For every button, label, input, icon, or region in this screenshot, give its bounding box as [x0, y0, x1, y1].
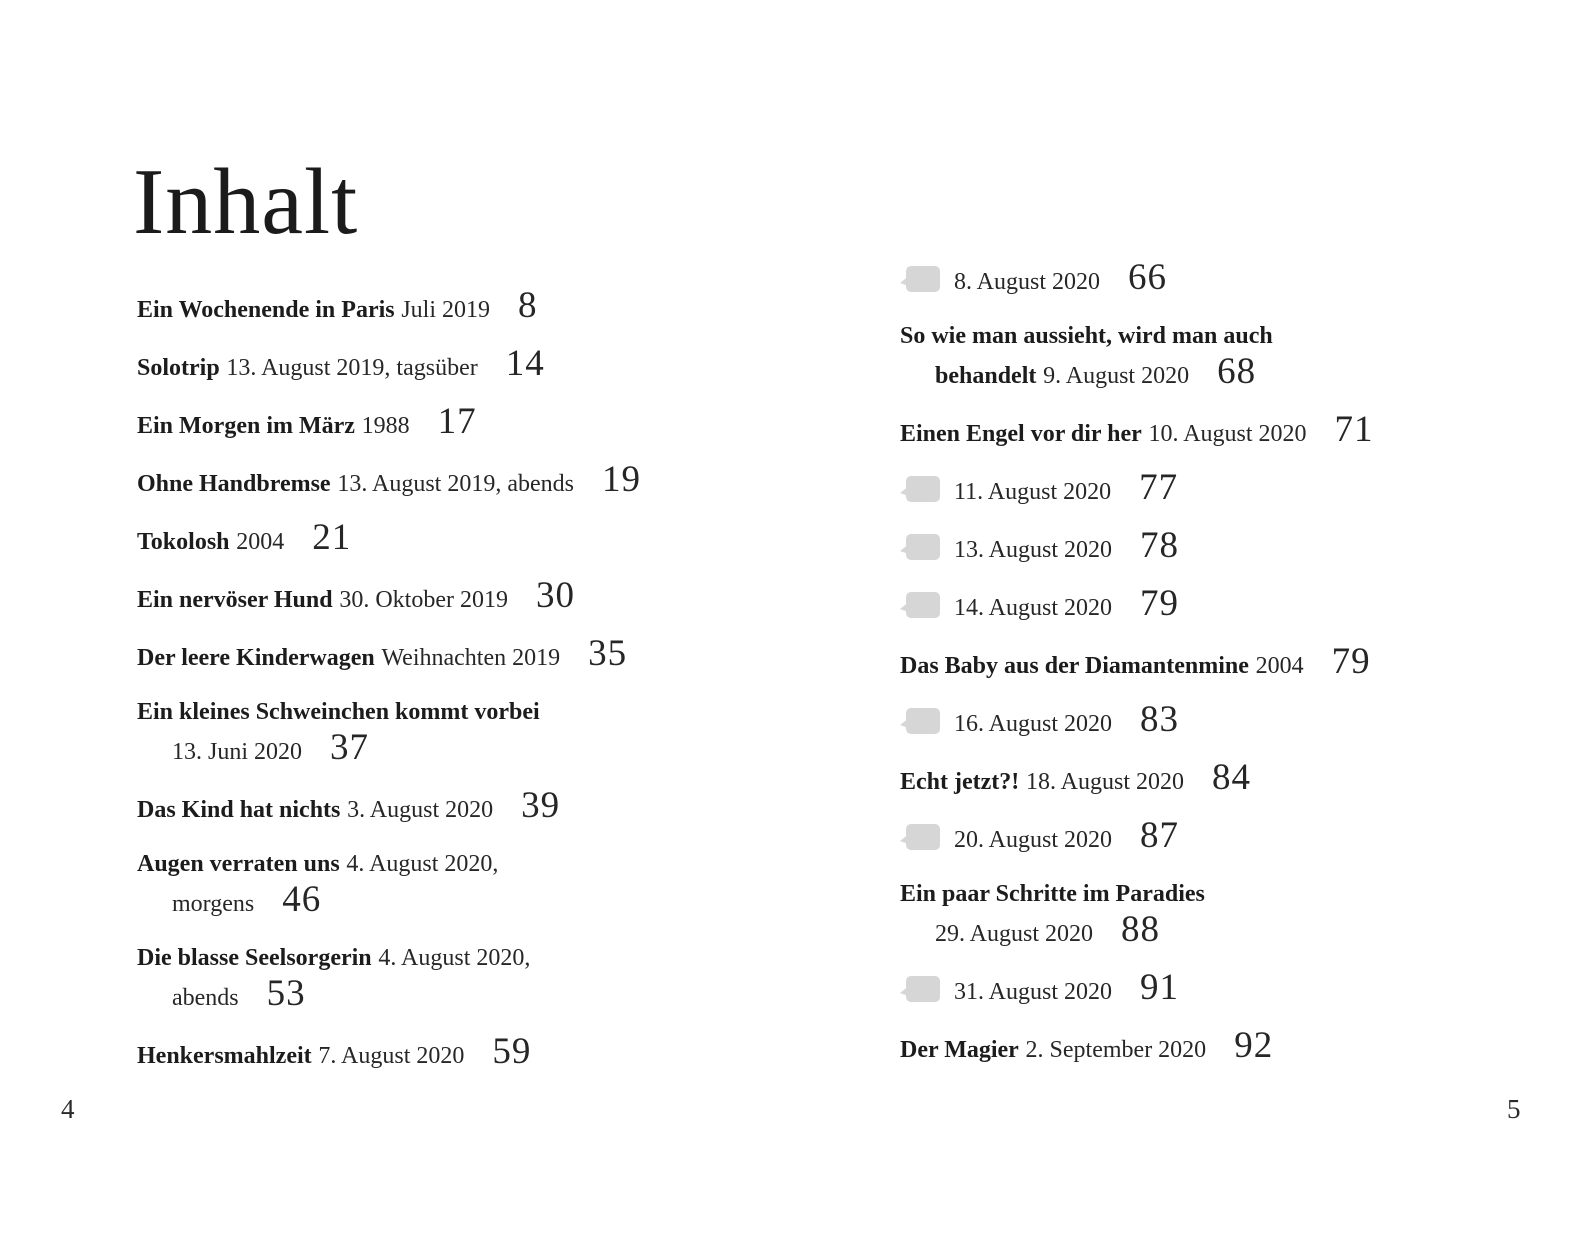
toc-entry-line: [137, 575, 777, 618]
toc-entry-line: [900, 525, 1540, 568]
speech-bubble-icon: [900, 591, 940, 620]
toc-entry-line: [137, 940, 777, 976]
entry-date: 30. Oktober 2019: [339, 587, 508, 613]
entry-page-number: 87: [1140, 815, 1180, 856]
toc-entry-line: [137, 633, 777, 676]
entry-page-number: 84: [1212, 757, 1252, 798]
toc-entry-line: [137, 879, 777, 922]
entry-date: Weihnachten 2019: [381, 645, 561, 671]
toc-entry-line: [137, 459, 777, 502]
entry-date: 7. August 2020: [318, 1043, 465, 1069]
toc-entry: [137, 285, 777, 328]
toc-entry: [137, 846, 777, 922]
entry-title: Ohne Handbremse: [137, 471, 331, 497]
toc-entry: [900, 699, 1540, 742]
entry-page-number: 59: [492, 1031, 532, 1072]
entry-date: 16. August 2020: [954, 711, 1113, 737]
toc-entry: [900, 525, 1540, 568]
toc-entry: [137, 517, 777, 560]
toc-entry: [900, 641, 1540, 684]
toc-entry: [900, 583, 1540, 626]
entry-title: Ein Wochenende in Paris: [137, 297, 395, 323]
toc-entry-line: [137, 785, 777, 828]
entry-date: 13. August 2019, tagsüber: [226, 355, 478, 381]
entry-date: 2004: [236, 529, 285, 555]
entry-page-number: 71: [1334, 409, 1374, 450]
toc-right-column: [900, 257, 1540, 1086]
entry-page-number: 78: [1140, 525, 1180, 566]
entry-page-number: 35: [588, 633, 628, 674]
entry-title: Ein paar Schritte im Paradies: [900, 881, 1205, 907]
entry-date: 18. August 2020: [1026, 769, 1185, 795]
speech-bubble-icon: [900, 707, 940, 736]
toc-entry-line: [900, 318, 1540, 354]
entry-date: 3. August 2020: [347, 797, 494, 823]
toc-entry-line: [900, 409, 1540, 452]
entry-title: Tokolosh: [137, 529, 230, 555]
entry-date: morgens: [172, 891, 255, 917]
toc-entry-line: [137, 401, 777, 444]
toc-entry-line: [900, 351, 1540, 394]
toc-entry-line: [900, 909, 1540, 952]
entry-date: 13. August 2019, abends: [337, 471, 574, 497]
entry-page-number: 91: [1140, 967, 1180, 1008]
toc-entry: [137, 633, 777, 676]
entry-title: Das Baby aus der Diamantenmine: [900, 653, 1249, 679]
toc-entry-line: [137, 1031, 777, 1074]
entry-page-number: 37: [330, 727, 370, 768]
entry-page-number: 77: [1139, 467, 1179, 508]
speech-bubble-icon: [900, 533, 940, 562]
entry-date: 29. August 2020: [935, 921, 1094, 947]
toc-entry: [900, 409, 1540, 452]
entry-page-number: 39: [521, 785, 561, 826]
entry-page-number: 66: [1128, 257, 1168, 298]
toc-entry: [137, 1031, 777, 1074]
toc-entry: [900, 757, 1540, 800]
entry-date: 2004: [1255, 653, 1304, 679]
toc-entry: [900, 876, 1540, 952]
toc-entry: [900, 815, 1540, 858]
toc-entry-line: [900, 1025, 1540, 1068]
toc-entry-line: [900, 699, 1540, 742]
entry-page-number: 30: [535, 575, 575, 616]
page-title: Inhalt: [133, 149, 359, 254]
toc-entry-line: [900, 967, 1540, 1010]
entry-page-number: 83: [1140, 699, 1180, 740]
entry-date: 31. August 2020: [954, 979, 1113, 1005]
toc-entry-line: [900, 257, 1540, 300]
entry-title: So wie man aussieht, wird man auch: [900, 323, 1273, 349]
entry-date: 9. August 2020: [1043, 363, 1190, 389]
entry-page-number: 79: [1331, 641, 1371, 682]
toc-entry-line: [137, 694, 777, 730]
entry-date: 10. August 2020: [1148, 421, 1307, 447]
entry-date: 1988: [361, 413, 410, 439]
toc-entry: [900, 467, 1540, 510]
entry-title: behandelt: [935, 363, 1037, 389]
toc-entry-line: [137, 846, 777, 882]
entry-date: 4. August 2020,: [346, 851, 499, 877]
entry-date: 4. August 2020,: [378, 945, 531, 971]
entry-date: 20. August 2020: [954, 827, 1113, 853]
entry-page-number: 46: [282, 879, 322, 920]
entry-title: Der Magier: [900, 1037, 1019, 1063]
entry-date: 13. August 2020: [954, 537, 1113, 563]
toc-left-column: [137, 285, 777, 1092]
toc-entry: [900, 318, 1540, 394]
entry-title: Henkersmahlzeit: [137, 1043, 312, 1069]
toc-entry: [900, 1025, 1540, 1068]
entry-page-number: 17: [437, 401, 477, 442]
toc-entry: [900, 967, 1540, 1010]
toc-entry-line: [900, 815, 1540, 858]
entry-date: Juli 2019: [401, 297, 491, 323]
toc-entry-line: [900, 641, 1540, 684]
toc-entry-line: [137, 343, 777, 386]
entry-title: Solotrip: [137, 355, 220, 381]
entry-page-number: 88: [1121, 909, 1161, 950]
entry-page-number: 53: [266, 973, 306, 1014]
entry-title: Echt jetzt?!: [900, 769, 1020, 795]
entry-title: Das Kind hat nichts: [137, 797, 341, 823]
entry-title: Einen Engel vor dir her: [900, 421, 1142, 447]
entry-page-number: 21: [312, 517, 352, 558]
toc-entry-line: [137, 973, 777, 1016]
toc-entry: [137, 343, 777, 386]
entry-title: Ein kleines Schweinchen kommt vorbei: [137, 699, 540, 725]
left-page-number: 4: [61, 1094, 75, 1124]
entry-date: 2. September 2020: [1025, 1037, 1207, 1063]
toc-entry: [137, 575, 777, 618]
entry-page-number: 92: [1234, 1025, 1274, 1066]
toc-entry: [137, 459, 777, 502]
speech-bubble-icon: [900, 265, 940, 294]
toc-entry-line: [137, 285, 777, 328]
toc-entry: [137, 694, 777, 770]
toc-entry-line: [900, 876, 1540, 912]
toc-entry-line: [137, 517, 777, 560]
right-page-number: 5: [1507, 1094, 1521, 1124]
entry-title: Augen verraten uns: [137, 851, 340, 877]
entry-title: Ein nervöser Hund: [137, 587, 333, 613]
speech-bubble-icon: [900, 823, 940, 852]
toc-entry: [900, 257, 1540, 300]
speech-bubble-icon: [900, 975, 940, 1004]
entry-title: Ein Morgen im März: [137, 413, 355, 439]
entry-date: 8. August 2020: [954, 269, 1101, 295]
entry-page-number: 68: [1217, 351, 1257, 392]
entry-date: 14. August 2020: [954, 595, 1113, 621]
toc-entry-line: [137, 727, 777, 770]
toc-entry-line: [900, 583, 1540, 626]
speech-bubble-icon: [900, 475, 940, 504]
entry-date: 13. Juni 2020: [172, 739, 303, 765]
entry-page-number: 79: [1140, 583, 1180, 624]
entry-title: Der leere Kinderwagen: [137, 645, 375, 671]
toc-entry-line: [900, 757, 1540, 800]
entry-page-number: 14: [505, 343, 545, 384]
entry-date: abends: [172, 985, 239, 1011]
toc-entry: [137, 940, 777, 1016]
entry-page-number: 19: [601, 459, 641, 500]
toc-entry-line: [900, 467, 1540, 510]
entry-page-number: 8: [518, 285, 538, 326]
toc-entry: [137, 785, 777, 828]
entry-date: 11. August 2020: [954, 479, 1112, 505]
entry-title: Die blasse Seelsorgerin: [137, 945, 372, 971]
toc-entry: [137, 401, 777, 444]
